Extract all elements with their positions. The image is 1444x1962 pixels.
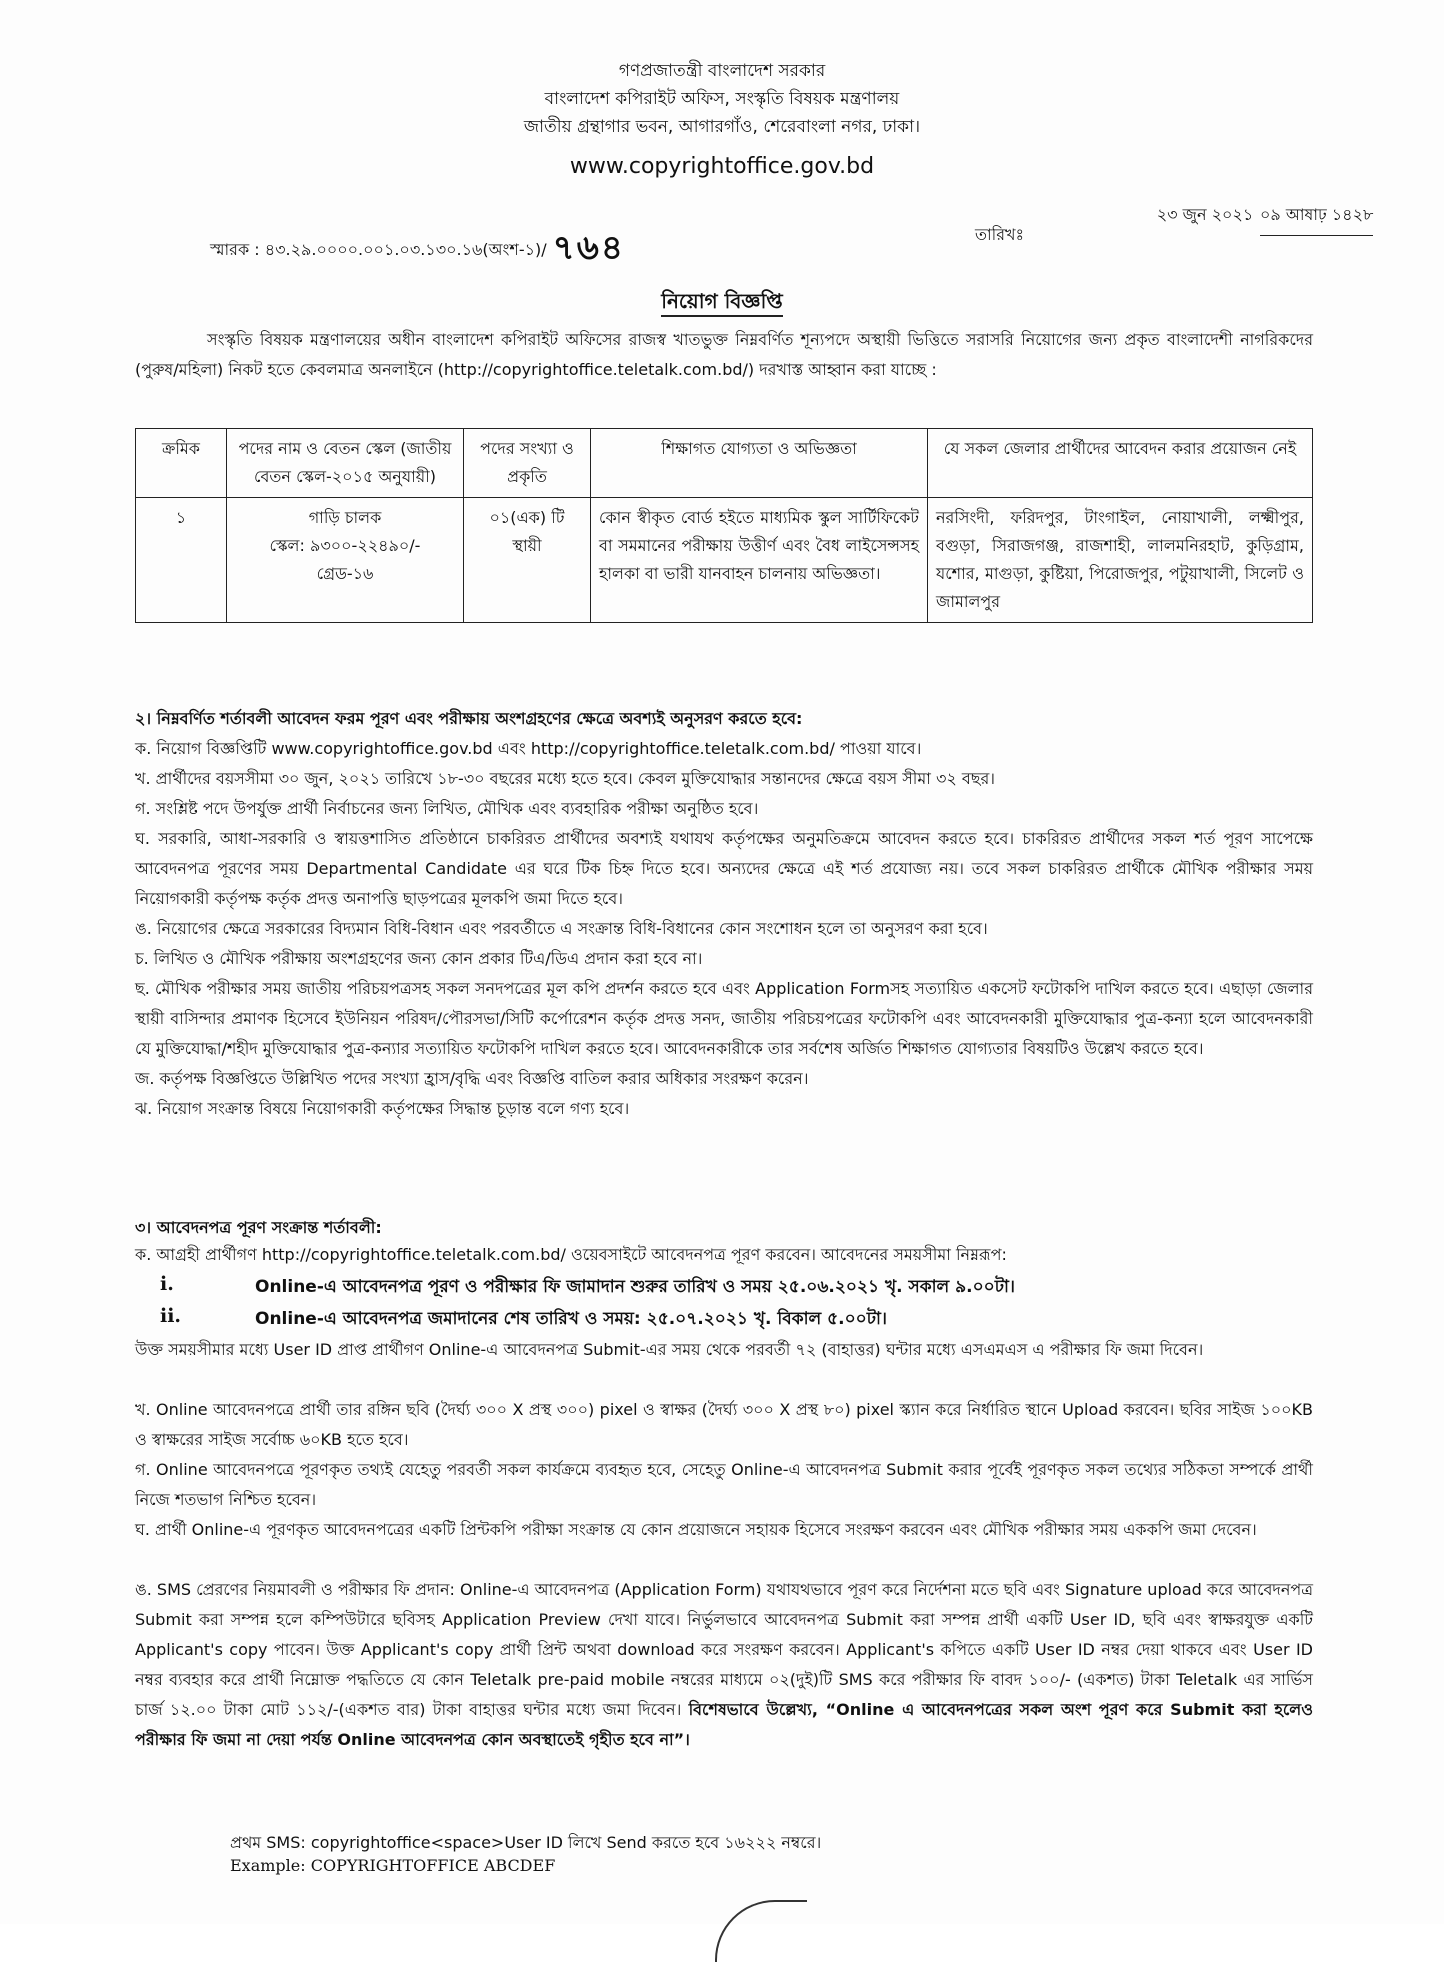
cell-serial: ১ xyxy=(136,498,227,623)
section3-kha: খ. Online আবেদনপত্রে প্রার্থী তার রঙ্গিন ছবি (দৈর্ঘ্য ৩০০ X প্রস্থ ৩০০) pixel ও স্বাক্ষর (দৈর্ঘ্য ৩০০ X প্রস্থ ৮০) pixel স্ক্যান করে নির্ধারিত স্থানে Upload করবেন। ছবির সাইজ ১০০KB ও স্বাক্ষরের সাইজ সর্বোচ্চ ৬০KB হতে হবে। xyxy=(135,1400,1313,1449)
date-bangla: ০৯ আষাঢ় ১৪২৮ xyxy=(1260,202,1373,236)
section3-gha: ঘ. প্রার্থী Online-এ পূরণকৃত আবেদনপত্রের একটি প্রিন্টকপি পরীক্ষা সংক্রান্ত যে কোন প্রয়োজনে সহায়ক হিসেবে সংরক্ষণ করবেন এবং মৌখিক পরীক্ষার সময় এককপি জমা দেবেন। xyxy=(135,1520,1257,1539)
post-count: ০১(এক) টি xyxy=(489,508,565,527)
section3-ka: ক. আগ্রহী প্রার্থীগণ http://copyrightoffice.teletalk.com.bd/ ওয়েবসাইটে আবেদনপত্র পূরণ করবেন। আবেদনের সময়সীমা নিম্নরূপ: xyxy=(135,1245,1007,1264)
list-item: ঝ. নিয়োগ সংক্রান্ত বিষয়ে নিয়োগকারী কর্তৃপক্ষের সিদ্ধান্ত চূড়ান্ত বলে গণ্য হবে। xyxy=(135,1099,630,1118)
cell-districts: নরসিংদী, ফরিদপুর, টাংগাইল, নোয়াখালী, লক্ষ্মীপুর, বগুড়া, সিরাজগঞ্জ, রাজশাহী, লালমনিরহাট, কুড়িগ্রাম, যশোর, মাগুড়া, কুষ্টিয়া, পিরোজপুর, পটুয়াখালী, সিলেট ও জামালপুর xyxy=(928,498,1313,623)
roman-one: i. xyxy=(160,1273,174,1295)
sms-instructions: ঙ. SMS প্রেরণের নিয়মাবলী ও পরীক্ষার ফি প্রদান: Online-এ আবেদনপত্র (Application Form) যথাযথভাবে পূরণ করে নির্দেশনা মতে ছবি এবং Signature upload করে আবেদনপত্র Submit করা সম্পন্ন হলে কম্পিউটারে ছবিসহ Application Preview দেখা যাবে। নির্ভুলভাবে আবেদনপত্র Submit করা সম্পন্ন প্রার্থী একটি User ID, ছবি এবং স্বাক্ষরযুক্ত একটি Applicant's copy পাবেন। উক্ত Applicant's copy প্রার্থী প্রিন্ট অথবা download করে সংরক্ষণ করবেন। Applicant's কপিতে একটি User ID নম্বর দেয়া থাকবে এবং User ID নম্বর ব্যবহার করে প্রার্থী নিম্নোক্ত পদ্ধতিতে যে কোন Teletalk pre-paid mobile নম্বরের মাধ্যমে ০২(দুই)টি SMS করে পরীক্ষার ফি বাবদ ১০০/- (একশত) টাকা Teletalk এর সার্ভিস চার্জ ১২.০০ টাকা মোট ১১২/-(একশত বার) টাকা বাহাত্তর ঘন্টার মধ্যে জমা দিবেন। xyxy=(135,1580,1313,1719)
cell-qualification: কোন স্বীকৃত বোর্ড হইতে মাধ্যমিক স্কুল সার্টিফিকেট বা সমমানের পরীক্ষায় উত্তীর্ণ এবং বৈধ লাইসেন্সসহ হালকা বা ভারী যানবাহন চালনায় অভিজ্ঞতা। xyxy=(591,498,928,623)
list-item: চ. লিখিত ও মৌখিক পরীক্ষায় অংশগ্রহণের জন্য কোন প্রকার টিএ/ডিএ প্রদান করা হবে না। xyxy=(135,949,703,968)
memo-number xyxy=(210,222,625,279)
section2-list xyxy=(135,734,1313,1124)
section2-heading: ২। নিম্নবর্ণিত শর্তাবলী আবেদন ফরম পূরণ এবং পরীক্ষায় অংশগ্রহণের ক্ষেত্রে অবশ্যই অনুসরণ করতে হবে: xyxy=(135,709,803,728)
handwritten-number: ৭৬৪ xyxy=(552,228,625,268)
signature-mark xyxy=(715,1900,807,1962)
website-link[interactable]: www.copyrightoffice.gov.bd xyxy=(569,154,875,179)
header-post: পদের নাম ও বেতন স্কেল (জাতীয় বেতন স্কেল-২০১৫ অনুযায়ী) xyxy=(227,429,464,498)
section3-ga: গ. Online আবেদনপত্রে পূরণকৃত তথ্যই যেহেতু পরবর্তী সকল কার্যক্রমে ব্যবহৃত হবে, সেহেতু Online-এ আবেদনপত্র Submit করার পূর্বেই পূরণকৃত সকল তথ্যের সঠিকতা সম্পর্কে প্রার্থী নিজে শতভাগ নিশ্চিত হবেন। xyxy=(135,1460,1313,1509)
timeline-end: Online-এ আবেদনপত্র জমাদানের শেষ তারিখ ও সময়: ২৫.০৭.২০২১ খৃ. বিকাল ৫.০০টা। xyxy=(255,1309,888,1329)
section3-note: উক্ত সময়সীমার মধ্যে User ID প্রাপ্ত প্রার্থীগণ Online-এ আবেদনপত্র Submit-এর সময় থেকে পরবর্তী ৭২ (বাহাত্তর) ঘন্টার মধ্যে এসএমএস এ পরীক্ষার ফি জমা দিবেন। xyxy=(135,1340,1204,1359)
list-item: ছ. মৌখিক পরীক্ষার সময় জাতীয় পরিচয়পত্রসহ সকল সনদপত্রের মূল কপি প্রদর্শন করতে হবে এবং Application Formসহ সত্যায়িত একসেট ফটোকপি দাখিল করতে হবে। এছাড়া জেলার স্থায়ী বাসিন্দার প্রমাণক হিসেবে ইউনিয়ন পরিষদ/পৌরসভা/সিটি কর্পোরেশন কর্তৃক প্রদত্ত সনদ, জাতীয় পরিচয়পত্রের ফটোকপি এবং আবেদনকারী মুক্তিযোদ্ধার পুত্র-কন্যা হলে আবেদনকারী যে মুক্তিযোদ্ধা/শহীদ মুক্তিযোদ্ধার পুত্র-কন্যার সত্যায়িত ফটোকপি দাখিল করতে হবে। আবেদনকারীকে তার সর্বশেষ অর্জিত শিক্ষাগত যোগ্যতার বিষয়টিও উল্লেখ করতে হবে। xyxy=(135,979,1313,1058)
cell-post xyxy=(227,498,464,623)
date-label: তারিখঃ xyxy=(975,225,1025,244)
roman-two: ii. xyxy=(160,1305,182,1327)
cell-count xyxy=(464,498,591,623)
table-row xyxy=(136,498,1313,623)
intro-paragraph: সংস্কৃতি বিষয়ক মন্ত্রণালয়ের অধীন বাংলাদেশ কপিরাইট অফিসের রাজস্ব খাতভুক্ত নিম্নবর্ণিত শূন্যপদে অস্থায়ী ভিত্তিতে সরাসরি নিয়োগের জন্য প্রকৃত বাংলাদেশী নাগরিকদের (পুরুষ/মহিলা) নিকট হতে কেবলমাত্র অনলাইনে (http://copyrightoffice.teletalk.com.bd/) দরখাস্ত আহ্বান করা যাচ্ছে : xyxy=(135,330,1313,379)
section3-uma xyxy=(135,1575,1313,1755)
list-item: ঙ. নিয়োগের ক্ষেত্রে সরকারের বিদ্যমান বিধি-বিধান এবং পরবর্তীতে এ সংক্রান্ত বিধি-বিধানের কোন সংশোধন হলে তা অনুসরণ করা হবে। xyxy=(135,919,988,938)
date-gregorian: ২৩ জুন ২০২১ xyxy=(1156,205,1254,224)
header-districts: যে সকল জেলার প্রার্থীদের আবেদন করার প্রয়োজন নেই xyxy=(928,429,1313,498)
post-scale: স্কেল: ৯৩০০-২২৪৯০/- xyxy=(269,536,421,555)
list-item: খ. প্রার্থীদের বয়সসীমা ৩০ জুন, ২০২১ তারিখে ১৮-৩০ বছরের মধ্যে হতে হবে। কেবল মুক্তিযোদ্ধার সন্তানদের ক্ষেত্রে বয়স সীমা ৩২ বছর। xyxy=(135,769,996,788)
date-box xyxy=(1125,202,1374,229)
post-name: গাড়ি চালক xyxy=(308,508,382,527)
office-address: জাতীয় গ্রন্থাগার ভবন, আগারগাঁও, শেরেবাংলা নগর, ঢাকা। xyxy=(523,117,921,137)
first-sms-instruction: প্রথম SMS: copyrightoffice<space>User ID লিখে Send করতে হবে ১৬২২২ নম্বরে। xyxy=(230,1833,822,1852)
header-qualification: শিক্ষাগত যোগ্যতা ও অভিজ্ঞতা xyxy=(591,429,928,498)
list-item: ক. নিয়োগ বিজ্ঞপ্তিটি www.copyrightoffice.gov.bd এবং http://copyrightoffice.teletalk.com.bd/ পাওয়া যাবে। xyxy=(135,739,922,758)
post-nature: স্থায়ী xyxy=(512,536,542,555)
list-item: জ. কর্তৃপক্ষ বিজ্ঞপ্তিতে উল্লিখিত পদের সংখ্যা হ্রাস/বৃদ্ধি এবং বিজ্ঞপ্তি বাতিল করার অধিকার সংরক্ষণ করেন। xyxy=(135,1069,809,1088)
post-grade: গ্রেড-১৬ xyxy=(316,564,374,583)
office-name: বাংলাদেশ কপিরাইট অফিস, সংস্কৃতি বিষয়ক মন্ত্রণালয় xyxy=(544,89,900,109)
section3-heading: ৩। আবেদনপত্র পূরণ সংক্রান্ত শর্তাবলী: xyxy=(135,1218,382,1237)
govt-name: গণপ্রজাতন্ত্রী বাংলাদেশ সরকার xyxy=(618,61,826,81)
list-item: গ. সংশ্লিষ্ট পদে উপর্যুক্ত প্রার্থী নির্বাচনের জন্য লিখিত, মৌখিক এবং ব্যবহারিক পরীক্ষা অনুষ্ঠিত হবে। xyxy=(135,799,759,818)
vacancy-table xyxy=(135,428,1313,623)
timeline-start: Online-এ আবেদনপত্র পূরণ ও পরীক্ষার ফি জামাদান শুরুর তারিখ ও সময় ২৫.০৬.২০২১ খৃ. সকাল ৯.০০টা। xyxy=(255,1277,1016,1297)
header-count: পদের সংখ্যা ও প্রকৃতি xyxy=(464,429,591,498)
memo-label: স্মারক : ৪৩.২৯.০০০০.০০১.০৩.১৩০.১৬(অংশ-১)/ xyxy=(210,240,547,259)
list-item: ঘ. সরকারি, আধা-সরকারি ও স্বায়ত্তশাসিত প্রতিষ্ঠানে চাকরিরত প্রার্থীদের অবশ্যই যথাযথ কর্তৃপক্ষের অনুমতিক্রমে আবেদন করতে হবে। চাকরিরত প্রার্থীদের সকল শর্ত পূরণ সাপেক্ষে আবেদনপত্র পূরণের সময় Departmental Candidate এর ঘরে টিক চিহ্ন দিতে হবে। অন্যদের ক্ষেত্রে এই শর্ত প্রযোজ্য নয়। তবে সকল চাকরিরত প্রার্থীকে মৌখিক পরীক্ষার সময় নিয়োগকারী কর্তৃপক্ষ কর্তৃক প্রদত্ত অনাপত্তি ছাড়পত্রের মূলকপি জমা দিতে হবে। xyxy=(135,829,1313,908)
notice-title: নিয়োগ বিজ্ঞপ্তি xyxy=(0,287,1444,320)
special-note: বিশেষভাবে উল্লেখ্য, “Online এ আবেদনপত্রের সকল অংশ পূরণ করে Submit করা হলেও পরীক্ষার ফি জমা না দেয়া পর্যন্ত Online আবেদনপত্র কোন অবস্থাতেই গৃহীত হবে না”। xyxy=(135,1700,1313,1749)
header-serial: ক্রমিক xyxy=(136,429,227,498)
table-header-row xyxy=(136,429,1313,498)
sms-example: Example: COPYRIGHTOFFICE ABCDEF xyxy=(230,1856,556,1875)
